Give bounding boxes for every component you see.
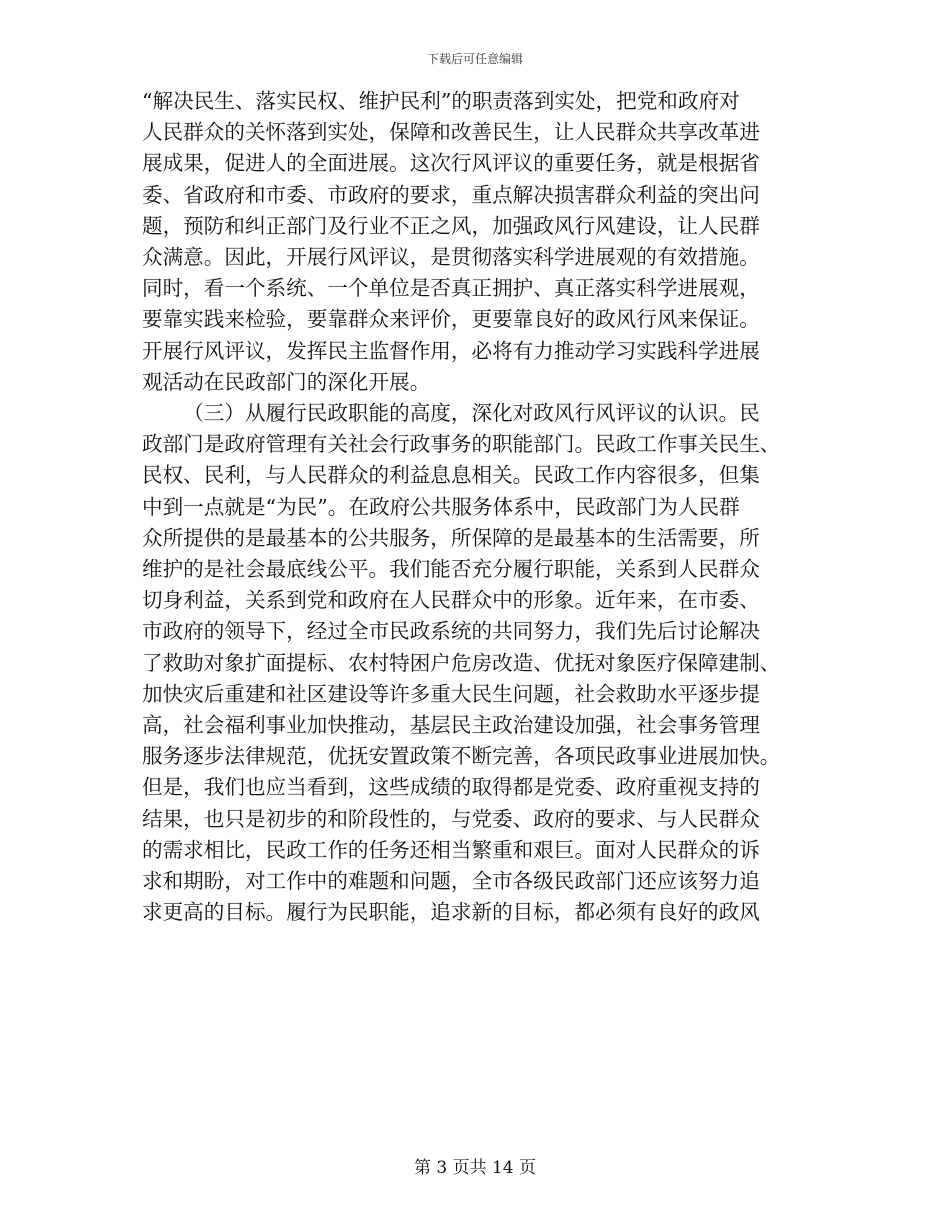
text-line: 委、省政府和市委、市政府的要求，重点解决损害群众利益的突出问 bbox=[142, 182, 760, 207]
text-line: 中到一点就是“为民”。在政府公共服务体系中，民政部门为人民群 bbox=[142, 494, 740, 519]
paragraph-2 bbox=[142, 398, 797, 928]
text-line: 但是，我们也应当看到，这些成绩的取得都是党委、政府重视支持的 bbox=[142, 775, 760, 800]
text-line: 人民群众的关怀落到实处，保障和改善民生，让人民群众共享改革进 bbox=[142, 120, 760, 145]
text-line: 市政府的领导下，经过全市民政系统的共同努力，我们先后讨论解决 bbox=[142, 619, 760, 644]
text-line: 了救助对象扩面提标、农村特困户危房改造、优抚对象医疗保障建制、 bbox=[142, 650, 781, 675]
text-line: 求和期盼，对工作中的难题和问题，全市各级民政部门还应该努力追 bbox=[142, 869, 760, 894]
text-line: 政部门是政府管理有关社会行政事务的职能部门。民政工作事关民生、 bbox=[142, 432, 781, 457]
text-line: 求更高的目标。履行为民职能，追求新的目标，都必须有良好的政风 bbox=[142, 900, 760, 925]
text-line: 高，社会福利事业加快推动，基层民主政治建设加强，社会事务管理 bbox=[142, 713, 760, 738]
text-line: （三）从履行民政职能的高度，深化对政风行风评议的认识。民 bbox=[183, 401, 760, 426]
text-line: 题，预防和纠正部门及行业不正之风，加强政风行风建设，让人民群 bbox=[142, 213, 760, 238]
text-line: 加快灾后重建和社区建设等许多重大民生问题，社会救助水平逐步提 bbox=[142, 681, 760, 706]
text-line: 众所提供的是最基本的公共服务，所保障的是最基本的生活需要，所 bbox=[142, 525, 760, 550]
text-line: 同时，看一个系统、一个单位是否真正拥护、真正落实科学进展观， bbox=[142, 276, 760, 301]
text-line: 服务逐步法律规范，优抚安置政策不断完善，各项民政事业进展加快。 bbox=[142, 744, 781, 769]
text-line: 观活动在民政部门的深化开展。 bbox=[142, 369, 431, 394]
page-header-note: 下载后可任意编辑 bbox=[426, 52, 523, 66]
text-line: 众满意。因此，开展行风评议，是贯彻落实科学进展观的有效措施。 bbox=[142, 245, 760, 270]
text-line: 维护的是社会最底线公平。我们能否充分履行职能，关系到人民群众 bbox=[142, 557, 760, 582]
text-line: “解决民生、落实民权、维护民利”的职责落到实处，把党和政府对 bbox=[142, 89, 740, 113]
text-line: 民权、民利，与人民群众的利益息息相关。民政工作内容很多，但集 bbox=[142, 463, 760, 488]
document-body bbox=[142, 86, 797, 928]
text-line: 要靠实践来检验，要靠群众来评价，更要靠良好的政风行风来保证。 bbox=[142, 307, 760, 332]
text-line: 结果，也只是初步的和阶段性的，与党委、政府的要求、与人民群众 bbox=[142, 806, 760, 831]
text-line: 的需求相比，民政工作的任务还相当繁重和艰巨。面对人民群众的诉 bbox=[142, 837, 760, 862]
text-line: 开展行风评议，发挥民主监督作用，必将有力推动学习实践科学进展 bbox=[142, 338, 760, 363]
paragraph-1 bbox=[142, 86, 797, 398]
text-line: 展成果，促进人的全面进展。这次行风评议的重要任务，就是根据省 bbox=[142, 151, 760, 176]
page-number: 第 3 页共 14 页 bbox=[413, 1158, 537, 1178]
text-line: 切身利益，关系到党和政府在人民群众中的形象。近年来，在市委、 bbox=[142, 588, 760, 613]
